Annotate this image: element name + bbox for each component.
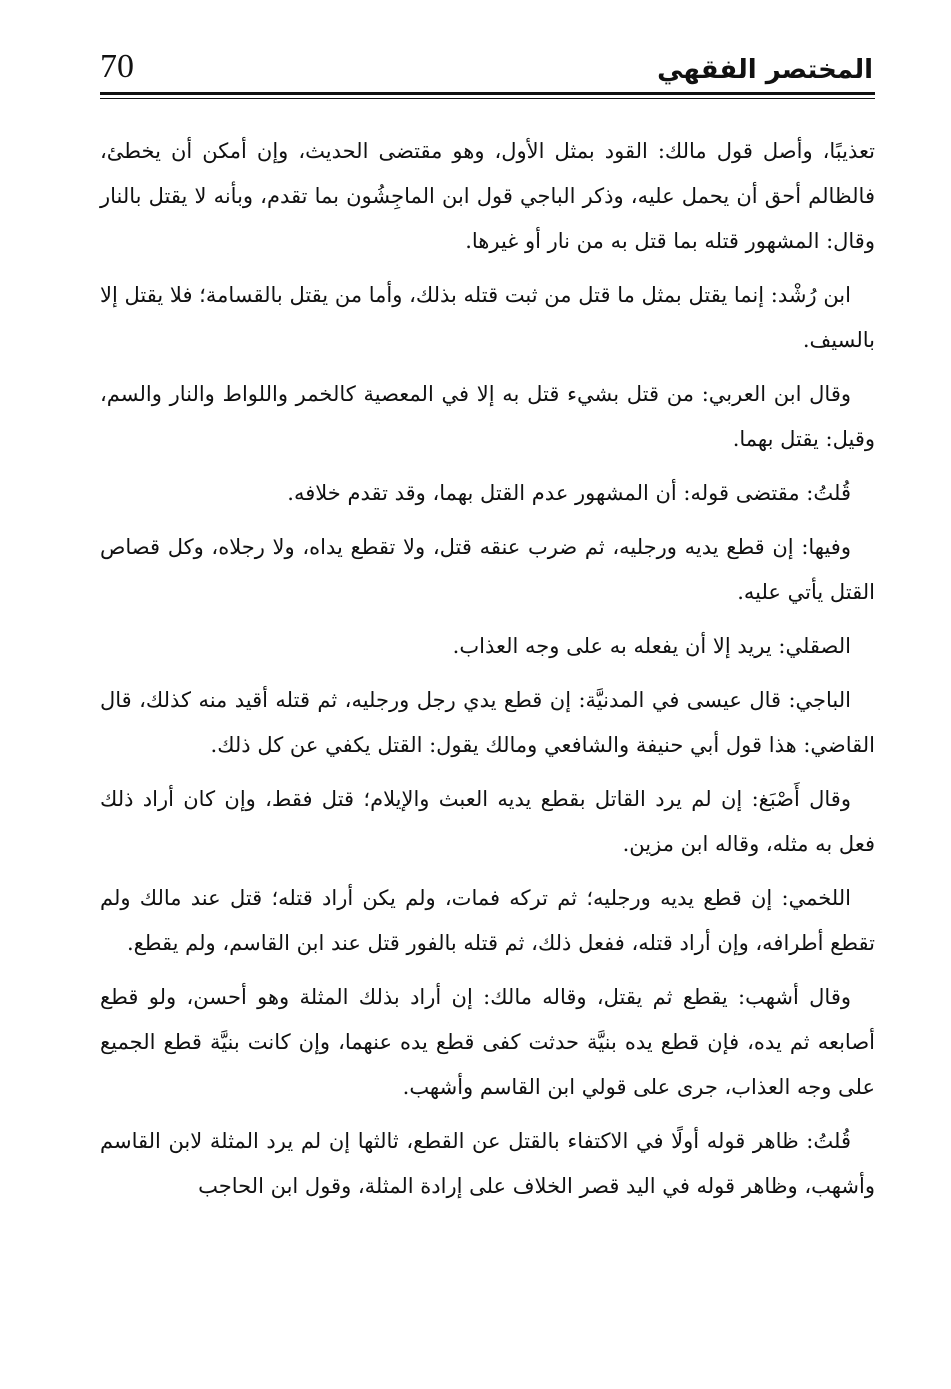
- page-header: [100, 45, 875, 101]
- paragraph: الصقلي: يريد إلا أن يفعله به على وجه العذاب.: [452, 634, 851, 658]
- header-rule-thin: [100, 98, 875, 99]
- paragraph: وفيها: إن قطع يديه ورجليه، ثم ضرب عنقه قتل، ولا تقطع يداه، ولا رجلاه، وكل قصاص القتل يأتي عليه.: [100, 535, 875, 604]
- paragraph: الباجي: قال عيسى في المدنيَّة: إن قطع يدي رجل ورجليه، ثم قتله أقيد منه كذلك، قال القاضي: هذا قول أبي حنيفة والشافعي ومالك يقول: القتل يكفي عن كل ذلك.: [100, 688, 875, 757]
- header-rule-thick: [100, 92, 875, 95]
- paragraph: قُلتُ: مقتضى قوله: أن المشهور عدم القتل بهما، وقد تقدم خلافه.: [287, 481, 851, 505]
- book-page: [100, 45, 875, 1365]
- paragraph: قُلتُ: ظاهر قوله أولًا في الاكتفاء بالقتل عن القطع، ثالثها إن لم يرد المثلة لابن القاسم وأشهب، وظاهر قوله في اليد قصر الخلاف على إرادة المثلة، وقول ابن الحاجب: [100, 1129, 875, 1198]
- paragraph: ابن رُشْد: إنما يقتل بمثل ما قتل من ثبت قتله بذلك، وأما من يقتل بالقسامة؛ فلا يقتل إلا بالسيف.: [100, 283, 875, 352]
- running-title: المختصر الفقهي: [657, 55, 873, 85]
- paragraph: وقال ابن العربي: من قتل بشيء قتل به إلا في المعصية كالخمر واللواط والنار والسم، وقيل: يقتل بهما.: [100, 382, 875, 451]
- paragraph: اللخمي: إن قطع يديه ورجليه؛ ثم تركه فمات، ولم يكن أراد قتله؛ قتل عند مالك ولم تقطع أطرافه، وإن أراد قتله، ففعل ذلك، ثم قتله بالفور قتل عند ابن القاسم، ولم يقطع.: [100, 886, 875, 955]
- page-number: 70: [100, 48, 134, 85]
- paragraph: تعذيبًا، وأصل قول مالك: القود بمثل الأول، وهو مقتضى الحديث، وإن أمكن أن يخطئ، فالظالم أحق أن يحمل عليه، وذكر الباجي قول ابن الماجِشُون بما تقدم، وبأنه لا يقتل بالنار وقال: المشهور قتله بما قتل به من نار أو غيرها.: [100, 139, 875, 253]
- paragraph: وقال أشهب: يقطع ثم يقتل، وقاله مالك: إن أراد بذلك المثلة وهو أحسن، ولو قطع أصابعه ثم يده، فإن قطع يده بنيَّة حدثت كفى قطع يده عنهما، وإن كانت بنيَّة قطع الجميع على وجه العذاب، جرى على قولي ابن القاسم وأشهب.: [100, 985, 875, 1099]
- body-text: [100, 129, 875, 1209]
- paragraph: وقال أَصْبَغ: إن لم يرد القاتل بقطع يديه العبث والإيلام؛ قتل فقط، وإن كان أراد ذلك فعل به مثله، وقاله ابن مزين.: [100, 787, 875, 856]
